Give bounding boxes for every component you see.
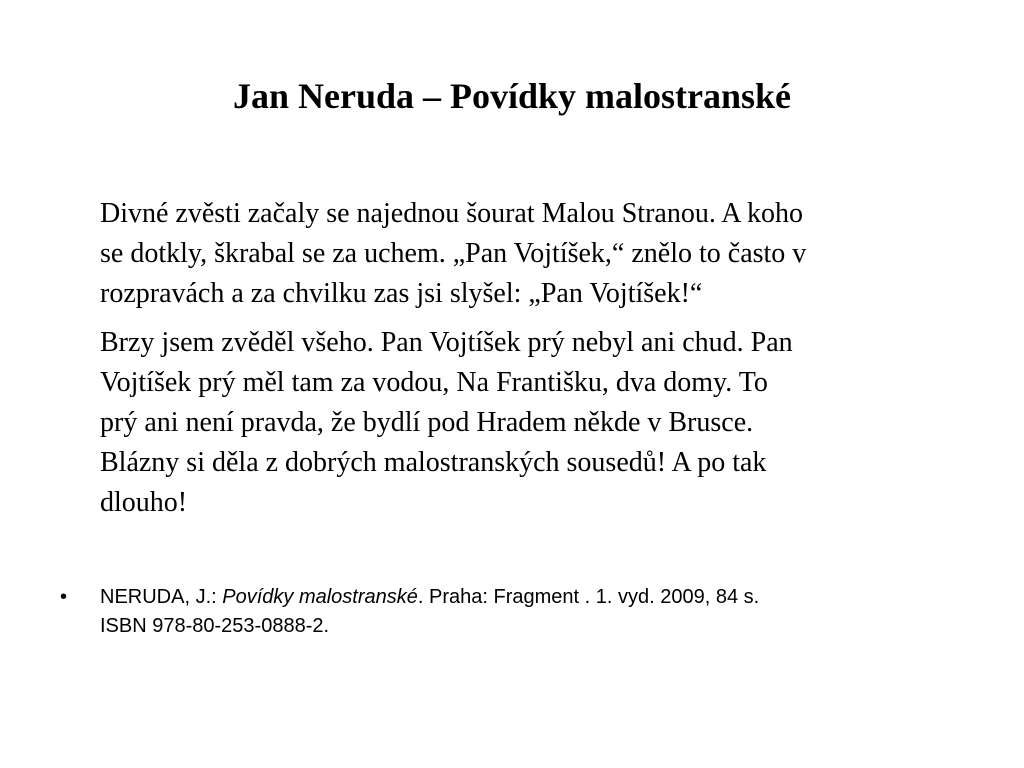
reference-book-title: Povídky malostranské xyxy=(222,586,418,608)
paragraph-2 xyxy=(100,323,980,523)
paragraph-2-line-1: Brzy jsem zvěděl všeho. Pan Vojtíšek prý nebyl ani chud. Pan xyxy=(100,327,793,358)
reference-isbn: ISBN 978-80-253-0888-2. xyxy=(100,615,330,637)
paragraph-2-line-3: prý ani není pravda, že bydlí pod Hradem někde v Brusce. xyxy=(100,407,754,438)
paragraph-1 xyxy=(100,194,980,314)
paragraph-1-line-1: Divné zvěsti začaly se najednou šourat Malou Stranou. A koho xyxy=(100,198,803,229)
paragraph-2-line-5: dlouho! xyxy=(100,487,188,518)
paragraph-2-line-2: Vojtíšek prý měl tam za vodou, Na Františku, dva domy. To xyxy=(100,367,768,398)
paragraph-2-line-4: Blázny si děla z dobrých malostranských sousedů! A po tak xyxy=(100,447,767,478)
reference-text xyxy=(100,583,960,641)
quote-text xyxy=(100,194,980,523)
bibliographic-reference xyxy=(60,583,960,641)
paragraph-1-line-3: rozpravách a za chvilku zas jsi slyšel: „Pan Vojtíšek!“ xyxy=(100,278,703,309)
reference-author: NERUDA, J.: xyxy=(100,586,223,608)
paragraph-1-line-2: se dotkly, škrabal se za uchem. „Pan Vojtíšek,“ znělo to často v xyxy=(100,238,807,269)
reference-publication: . Praha: Fragment . 1. vyd. 2009, 84 s. xyxy=(417,586,760,608)
bullet-icon: • xyxy=(60,586,68,608)
slide-title: Jan Neruda – Povídky malostranské xyxy=(232,76,792,116)
